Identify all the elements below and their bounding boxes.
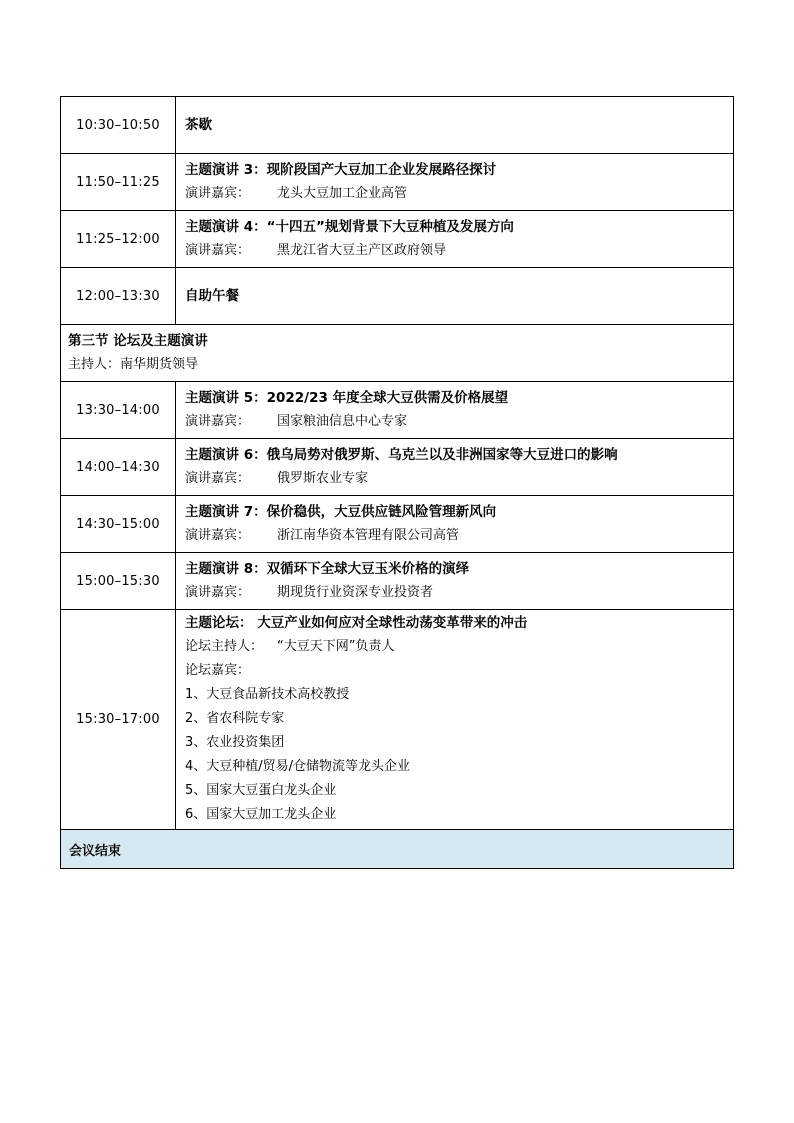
forum-guest-item: 5、国家大豆蛋白龙头企业 bbox=[185, 783, 337, 798]
speaker-label: 演讲嘉宾： bbox=[185, 186, 251, 201]
speaker-label: 演讲嘉宾： bbox=[185, 585, 251, 600]
speaker-line bbox=[185, 581, 733, 604]
agenda-row bbox=[61, 211, 734, 268]
forum-row bbox=[61, 610, 734, 830]
session-title: 主题演讲 8：双循环下全球大豆玉米价格的演绎 bbox=[185, 561, 470, 577]
session-cell bbox=[176, 439, 734, 496]
session-cell bbox=[176, 97, 734, 154]
speaker-label: 演讲嘉宾： bbox=[185, 414, 251, 429]
session-cell bbox=[176, 496, 734, 553]
agenda-row bbox=[61, 382, 734, 439]
forum-cell bbox=[176, 610, 734, 830]
forum-guest-item: 1、大豆食品新技术高校教授 bbox=[185, 687, 350, 702]
speaker-line bbox=[185, 467, 733, 490]
speaker-line bbox=[185, 524, 733, 547]
speaker-line bbox=[185, 239, 733, 262]
time-cell: 11:50–11:25 bbox=[61, 154, 176, 211]
session-cell bbox=[176, 154, 734, 211]
forum-host-line bbox=[185, 635, 733, 659]
agenda-row bbox=[61, 97, 734, 154]
session-title: 主题演讲 4：“十四五”规划背景下大豆种植及发展方向 bbox=[185, 219, 514, 235]
time-cell: 12:00–13:30 bbox=[61, 268, 176, 325]
speaker-line bbox=[185, 182, 733, 205]
time-cell: 15:30–17:00 bbox=[61, 610, 176, 830]
speaker-name: 浙江南华资本管理有限公司高管 bbox=[277, 528, 460, 543]
session-title: 主题演讲 6：俄乌局势对俄罗斯、乌克兰以及非洲国家等大豆进口的影响 bbox=[185, 447, 618, 463]
speaker-name: 俄罗斯农业专家 bbox=[277, 471, 369, 486]
agenda-table bbox=[60, 96, 734, 869]
closing-cell: 会议结束 bbox=[61, 830, 734, 869]
forum-host: “大豆天下网”负责人 bbox=[277, 639, 395, 654]
time-cell: 14:30–15:00 bbox=[61, 496, 176, 553]
section-cell bbox=[61, 325, 734, 382]
session-title: 茶歇 bbox=[185, 116, 212, 133]
section-title: 第三节 论坛及主题演讲 bbox=[68, 333, 208, 349]
agenda-row bbox=[61, 439, 734, 496]
time-cell: 10:30–10:50 bbox=[61, 97, 176, 154]
agenda-row bbox=[61, 496, 734, 553]
session-title: 主题演讲 5：2022/23 年度全球大豆供需及价格展望 bbox=[185, 390, 509, 406]
forum-host-label: 论坛主持人： bbox=[185, 639, 264, 654]
forum-guests-label: 论坛嘉宾： bbox=[185, 663, 251, 678]
forum-title: 主题论坛： 大豆产业如何应对全球性动荡变革带来的冲击 bbox=[185, 615, 528, 631]
forum-guest-item: 2、省农科院专家 bbox=[185, 711, 285, 726]
session-cell bbox=[176, 268, 734, 325]
speaker-name: 黑龙江省大豆主产区政府领导 bbox=[277, 243, 447, 258]
session-title: 主题演讲 7：保价稳供，大豆供应链风险管理新风向 bbox=[185, 504, 497, 520]
speaker-name: 国家粮油信息中心专家 bbox=[277, 414, 408, 429]
speaker-name: 龙头大豆加工企业高管 bbox=[277, 186, 408, 201]
time-cell: 13:30–14:00 bbox=[61, 382, 176, 439]
speaker-label: 演讲嘉宾： bbox=[185, 471, 251, 486]
time-cell: 11:25–12:00 bbox=[61, 211, 176, 268]
section-host: 主持人：南华期货领导 bbox=[68, 357, 199, 372]
agenda-row bbox=[61, 268, 734, 325]
agenda-row bbox=[61, 154, 734, 211]
time-cell: 15:00–15:30 bbox=[61, 553, 176, 610]
closing-row bbox=[61, 830, 734, 869]
speaker-line bbox=[185, 410, 733, 433]
time-cell: 14:00–14:30 bbox=[61, 439, 176, 496]
agenda-row bbox=[61, 553, 734, 610]
speaker-label: 演讲嘉宾： bbox=[185, 243, 251, 258]
speaker-name: 期现货行业资深专业投资者 bbox=[277, 585, 434, 600]
session-title: 自助午餐 bbox=[185, 287, 239, 304]
session-cell bbox=[176, 382, 734, 439]
speaker-label: 演讲嘉宾： bbox=[185, 528, 251, 543]
session-title: 主题演讲 3：现阶段国产大豆加工企业发展路径探讨 bbox=[185, 162, 497, 178]
section-row bbox=[61, 325, 734, 382]
forum-guest-item: 3、农业投资集团 bbox=[185, 735, 285, 750]
forum-guest-item: 6、国家大豆加工龙头企业 bbox=[185, 807, 337, 822]
forum-guest-item: 4、大豆种植/贸易/仓储物流等龙头企业 bbox=[185, 759, 411, 774]
session-cell bbox=[176, 211, 734, 268]
session-cell bbox=[176, 553, 734, 610]
